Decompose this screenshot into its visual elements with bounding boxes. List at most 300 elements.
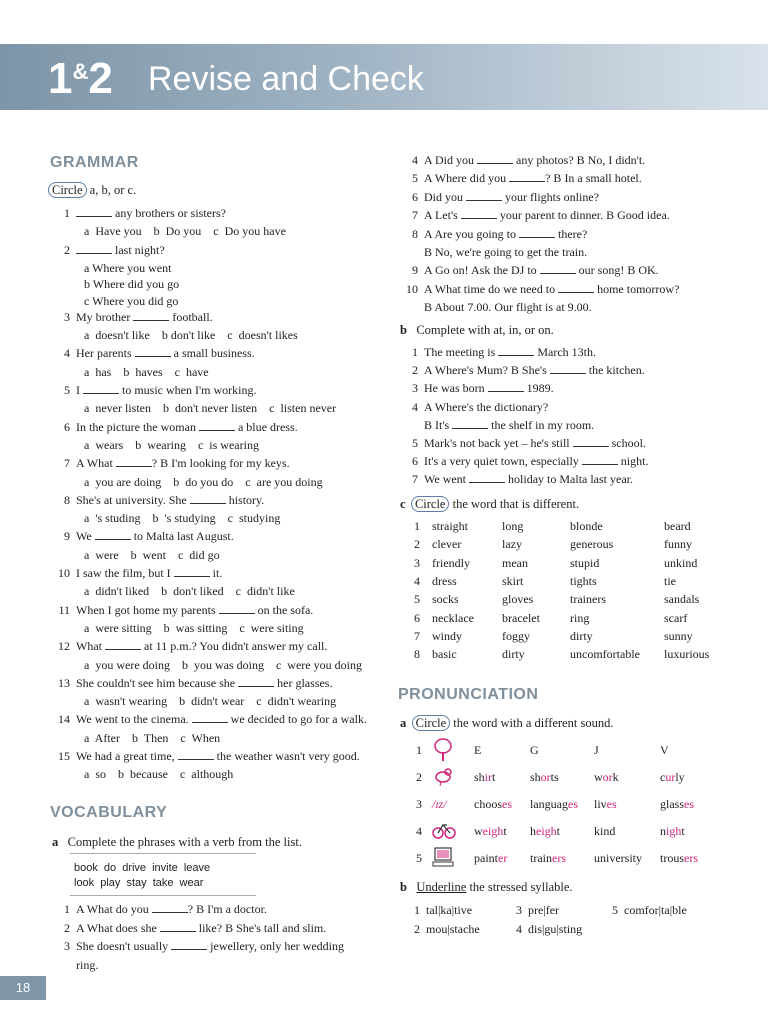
answer-options: a After b Then c When [84, 730, 221, 745]
vocab-a-instruction: a Complete the phrases with a verb from the list. [52, 835, 302, 849]
question-number: 5 [412, 171, 418, 186]
word-part: sh [474, 770, 485, 784]
word-part: glass [660, 797, 684, 811]
word-cell: generous [570, 537, 614, 552]
question-text: A Go on! Ask the DJ to [424, 263, 540, 278]
question-text: In the picture the woman [76, 419, 199, 434]
word-part: w [594, 770, 603, 784]
answer-blank [105, 640, 141, 650]
word-cell: scarf [664, 610, 688, 625]
question-number: 7 [412, 472, 418, 487]
word-cell: necklace [432, 610, 474, 625]
highlighted-letters: es [684, 797, 694, 811]
computer-icon [432, 846, 450, 864]
question-line [398, 454, 648, 468]
word-part: J [594, 743, 599, 757]
word-part: ts [550, 770, 559, 784]
question-text: B It's [424, 417, 453, 432]
answer-blank [135, 347, 171, 357]
question-text: 1989. [523, 381, 554, 396]
syllable-item [414, 903, 472, 917]
syllable-word: pre|fer [528, 903, 560, 917]
question-number: 10 [406, 281, 418, 296]
answer-options: a has b haves c have [84, 364, 209, 379]
question-text: He was born [424, 381, 488, 396]
question-line [398, 300, 592, 314]
question-line [398, 363, 645, 377]
question-text: holiday to Malta last year. [505, 472, 633, 487]
row-number: 6 [414, 610, 420, 625]
answer-blank [219, 604, 255, 614]
question-text: any photos? B No, I didn't. [513, 153, 646, 167]
question-text: football. [169, 309, 213, 324]
question-text: I [76, 383, 83, 397]
row-number: 7 [414, 628, 420, 643]
question-text: school. [608, 436, 646, 450]
question-number: 4 [412, 153, 418, 167]
question-line [50, 712, 367, 726]
row-number: 3 [414, 555, 420, 570]
question-text: What [76, 639, 105, 654]
pron-b-instruction: b Underline the stressed syllable. [400, 880, 573, 894]
question-text: She's at university. She [76, 492, 190, 507]
answer-blank [469, 473, 505, 483]
question-text: A What do you [76, 902, 152, 916]
question-number: 6 [64, 419, 70, 434]
question-text: I saw the film, but I [76, 566, 174, 580]
syllable-item [612, 903, 687, 917]
answer-blank [509, 172, 545, 182]
question-number: 15 [58, 749, 70, 763]
word-cell: trainers [570, 592, 606, 607]
word-cell: gloves [502, 592, 534, 607]
question-text: The meeting is [424, 345, 499, 359]
question-number: 7 [412, 208, 418, 223]
question-text: jewellery, only her wedding [207, 939, 345, 953]
answer-blank [133, 311, 169, 321]
row-number: 4 [414, 573, 420, 588]
word-cell: tights [570, 573, 597, 588]
answer-blank [192, 713, 228, 723]
answer-options: a doesn't like b don't like c doesn't likes [84, 328, 298, 343]
grammar-heading: GRAMMAR [50, 154, 139, 171]
answer-blank [477, 154, 513, 164]
answer-blank [550, 364, 586, 374]
answer-blank [573, 437, 609, 447]
word-cell [530, 770, 559, 784]
word-cell: sunny [664, 628, 693, 643]
word-part: c [660, 770, 666, 784]
word-cell [474, 851, 507, 865]
word-cell [530, 824, 560, 838]
word-cell: unkind [664, 555, 698, 570]
question-line [398, 381, 554, 395]
word-cell: dirty [570, 628, 593, 643]
word-cell [474, 797, 512, 811]
word-cell: bracelet [502, 610, 540, 625]
answer-blank [160, 922, 196, 932]
highlighted-letters: ur [665, 770, 676, 784]
question-number: 11 [58, 602, 70, 617]
word-cell [530, 743, 539, 757]
word-cell: long [502, 519, 524, 533]
question-number: 10 [58, 566, 70, 580]
word-cell: foggy [502, 628, 530, 643]
question-text: a small business. [170, 346, 255, 361]
question-number: 5 [412, 436, 418, 450]
word-part: V [660, 743, 669, 757]
question-text: A Did you [424, 153, 478, 167]
question-text: night. [617, 454, 649, 469]
answer-options: a never listen b don't never listen c listen never [84, 401, 337, 416]
bike-icon [432, 819, 450, 837]
answer-blank [174, 567, 210, 577]
answer-blank [488, 382, 524, 392]
question-number: 1 [64, 902, 70, 916]
question-number: 5 [64, 383, 70, 397]
question-line [398, 400, 548, 414]
word-part: G [530, 743, 539, 757]
question-line [398, 472, 633, 486]
answer-options: a wasn't wearing b didn't wear c didn't wearing [84, 694, 337, 709]
word-cell: windy [432, 628, 462, 643]
item-number: 2 [414, 922, 420, 936]
question-line [50, 676, 332, 690]
answer-blank [76, 244, 112, 254]
row-number: 5 [416, 851, 422, 865]
sound-symbol: /ɪz/ [432, 797, 447, 811]
vocabulary-heading: VOCABULARY [50, 804, 168, 821]
highlighted-letters: or [602, 770, 613, 784]
question-line [398, 245, 587, 259]
question-text: there? [555, 226, 588, 241]
question-line [50, 420, 298, 434]
question-number: 1 [412, 345, 418, 359]
question-line [50, 749, 360, 763]
question-line [50, 603, 313, 617]
question-number: 2 [412, 363, 418, 378]
question-text: ? B I'm looking for my keys. [151, 456, 290, 471]
question-text: We went [424, 472, 470, 487]
answer-options: a were b went c did go [84, 547, 220, 562]
question-text: like? B She's tall and slim. [195, 920, 327, 935]
row-number: 2 [414, 537, 420, 552]
word-part: t [492, 770, 496, 784]
question-number: 8 [64, 492, 70, 507]
question-line [50, 939, 344, 953]
question-text: ? B I'm a doctor. [187, 902, 267, 916]
highlighted-letters: es [606, 797, 617, 811]
word-part: n [660, 824, 666, 838]
question-number: 2 [64, 242, 70, 257]
answer-blank [171, 940, 207, 950]
word-cell: clever [432, 537, 462, 552]
item-number: 5 [612, 903, 618, 917]
highlighted-letters: es [568, 797, 578, 811]
answer-options: c Where you did go [84, 293, 179, 308]
item-number: 1 [414, 903, 420, 917]
answer-blank [95, 530, 131, 540]
question-line [398, 418, 594, 432]
question-text: When I got home my parents [76, 602, 219, 617]
question-text: A What does she [76, 920, 160, 935]
question-text: She couldn't see him because she [76, 675, 239, 690]
highlighted-letters: ir [484, 770, 493, 784]
word-part: sh [530, 770, 541, 784]
word-cell [594, 770, 619, 784]
unit-number: 1&2 [48, 54, 112, 103]
page-number: 18 [0, 976, 46, 1000]
word-part: w [474, 824, 483, 838]
question-text: A Where's the dictionary? [424, 399, 549, 414]
question-number: 12 [58, 639, 70, 654]
question-text: It's a very quiet town, especially [424, 454, 582, 469]
question-line [398, 153, 645, 167]
answer-options: a were sitting b was sitting c were siting [84, 620, 304, 635]
answer-options: a Have you b Do you c Do you have [84, 224, 286, 239]
syllable-word: tal|ka|tive [426, 903, 473, 917]
highlighted-letters: igh [666, 824, 682, 838]
question-number: 13 [58, 675, 70, 690]
answer-blank [178, 750, 214, 760]
answer-options: a you were doing b you was doing c were you doing [84, 657, 362, 672]
question-number: 3 [412, 381, 418, 396]
word-part: E [474, 743, 482, 757]
word-cell [660, 770, 685, 784]
vocab-b-instruction: b Complete with at, in, or on. [400, 323, 554, 337]
question-line [50, 243, 165, 257]
question-text: Did you [424, 189, 466, 204]
question-line [398, 436, 646, 450]
question-text: to Malta last August. [130, 529, 234, 544]
word-cell: uncomfortable [570, 647, 640, 662]
word-cell [594, 824, 615, 838]
word-cell: mean [502, 555, 528, 570]
question-number: 4 [412, 399, 418, 414]
question-text: last night? [112, 242, 165, 257]
word-cell: dress [432, 573, 457, 588]
question-text: the shelf in my room. [488, 417, 595, 432]
row-number: 2 [416, 770, 422, 784]
question-text: A Are you going to [424, 226, 519, 241]
question-line [398, 345, 596, 359]
question-text: at 11 p.m.? You didn't answer my call. [141, 639, 328, 654]
question-line [50, 639, 327, 653]
word-part: h [530, 824, 536, 838]
syllable-word: comfor|ta|ble [624, 903, 687, 917]
question-text: the weather wasn't very good. [213, 749, 360, 763]
row-number: 1 [414, 519, 420, 533]
question-text: our song! B OK. [575, 263, 659, 278]
question-line [398, 263, 659, 277]
question-text: A What [76, 456, 116, 471]
vocab-c-instruction: c Circle the word that is different. [400, 497, 580, 511]
question-line [50, 310, 213, 324]
question-text: B No, we're going to get the train. [424, 245, 588, 259]
word-cell [594, 851, 642, 865]
answer-blank [116, 457, 152, 467]
word-cell: dirty [502, 647, 525, 662]
highlighted-letters: es [502, 797, 512, 811]
question-line [50, 346, 255, 360]
bird-icon [432, 765, 450, 783]
syllable-item [516, 903, 559, 917]
question-line [398, 190, 599, 204]
answer-blank [83, 384, 119, 394]
answer-blank [152, 903, 188, 913]
answer-options: a 's studing b 's studying c studying [84, 511, 281, 526]
question-number: 2 [64, 920, 70, 935]
syllable-word: dis|gu|sting [528, 922, 583, 936]
question-number: 9 [412, 263, 418, 278]
question-text: the kitchen. [585, 363, 645, 378]
answer-blank [498, 346, 534, 356]
answer-options: b Where did you go [84, 277, 180, 292]
pronunciation-heading: PRONUNCIATION [398, 686, 539, 703]
question-line [50, 921, 326, 935]
question-text: to music when I'm working. [119, 383, 257, 397]
question-text: a blue dress. [234, 419, 298, 434]
word-cell: tie [664, 573, 676, 588]
word-part: choos [474, 797, 502, 811]
highlighted-letters: ers [684, 851, 698, 865]
question-text: home tomorrow? [594, 281, 680, 296]
row-number: 4 [416, 824, 422, 838]
row-number: 5 [414, 592, 420, 607]
word-cell: sandals [664, 592, 700, 607]
word-cell: socks [432, 592, 459, 607]
answer-blank [558, 283, 594, 293]
word-cell [660, 824, 685, 838]
highlighted-letters: er [498, 851, 508, 865]
question-text: She doesn't usually [76, 939, 172, 953]
question-number: 4 [64, 346, 70, 361]
row-number: 8 [414, 647, 420, 662]
word-part: k [612, 770, 619, 784]
word-cell [660, 797, 694, 811]
answer-options: a so b because c although [84, 767, 234, 782]
answer-blank [582, 455, 618, 465]
question-number: 3 [64, 309, 70, 324]
question-line [50, 529, 234, 543]
word-cell [530, 797, 578, 811]
word-cell [660, 851, 698, 865]
word-cell: stupid [570, 555, 600, 570]
question-text: B About 7.00. Our flight is at 9.00. [424, 300, 592, 315]
answer-blank [76, 207, 112, 217]
question-text: We [76, 529, 95, 544]
answer-blank [461, 209, 497, 219]
word-cell: ring [570, 610, 590, 625]
highlighted-letters: or [540, 770, 551, 784]
word-part: ly [675, 770, 685, 784]
question-text: A Where did you [424, 171, 510, 186]
question-number: 9 [64, 529, 70, 544]
word-part: paint [474, 851, 498, 865]
word-part: t [681, 824, 685, 838]
answer-options: a wears b wearing c is wearing [84, 437, 259, 452]
item-number: 4 [516, 922, 522, 936]
question-number: 8 [412, 226, 418, 241]
word-cell: beard [664, 519, 691, 533]
highlighted-letters: eigh [482, 824, 504, 838]
highlighted-letters: ers [552, 851, 566, 865]
question-line [398, 171, 642, 185]
title-banner [0, 44, 768, 110]
question-text: history. [225, 492, 265, 507]
question-number: 7 [64, 456, 70, 471]
question-number: 14 [58, 712, 70, 727]
word-box-row: look play stay take wear [74, 877, 204, 889]
word-cell [530, 851, 566, 865]
question-number: 3 [64, 939, 70, 953]
question-text: on the sofa. [254, 602, 314, 617]
question-line [50, 383, 256, 397]
answer-blank [190, 494, 226, 504]
word-part: train [530, 851, 552, 865]
grammar-instruction: Circle a, b, or c. [52, 183, 136, 197]
word-cell: straight [432, 519, 468, 533]
question-text: it. [209, 566, 223, 580]
question-line [50, 902, 267, 916]
question-line [398, 227, 587, 241]
answer-blank [519, 228, 555, 238]
page-title: Revise and Check [148, 60, 424, 98]
word-cell [474, 824, 507, 838]
word-box [70, 853, 256, 896]
question-text: We went to the cinema. [76, 712, 192, 727]
question-text: we decided to go for a walk. [227, 712, 367, 727]
question-line [50, 206, 226, 220]
question-text: March 13th. [534, 345, 596, 359]
question-text: any brothers or sisters? [112, 206, 226, 220]
word-part: university [594, 851, 642, 865]
question-text: your parent to dinner. B Good idea. [496, 208, 670, 223]
word-cell [474, 770, 495, 784]
question-number: 6 [412, 189, 418, 204]
word-box-row: book do drive invite leave [74, 862, 211, 874]
row-number: 1 [416, 743, 422, 757]
question-text: My brother [76, 309, 134, 324]
word-part: kind [594, 824, 616, 838]
syllable-word: mou|stache [426, 922, 480, 936]
word-cell: blonde [570, 519, 603, 533]
answer-options: a didn't liked b don't liked c didn't like [84, 584, 295, 599]
question-text: Her parents [76, 346, 135, 361]
word-part: trous [660, 851, 684, 865]
word-cell: friendly [432, 555, 470, 570]
question-text: ? B In a small hotel. [545, 171, 642, 186]
word-cell [594, 797, 617, 811]
word-part: liv [594, 797, 607, 811]
question-text: A Let's [424, 208, 461, 223]
tree-icon [432, 738, 450, 756]
word-cell: lazy [502, 537, 522, 552]
question-line [50, 493, 264, 507]
item-number: 3 [516, 903, 522, 917]
question-line [50, 456, 290, 470]
word-cell [474, 743, 481, 757]
question-text: her glasses. [274, 675, 333, 690]
question-text: ring. [76, 957, 99, 972]
question-number: 6 [412, 454, 418, 469]
answer-blank [466, 191, 502, 201]
question-line [50, 566, 222, 580]
word-cell: funny [664, 537, 692, 552]
question-line [398, 208, 670, 222]
row-number: 3 [416, 797, 422, 811]
word-cell: basic [432, 647, 457, 662]
